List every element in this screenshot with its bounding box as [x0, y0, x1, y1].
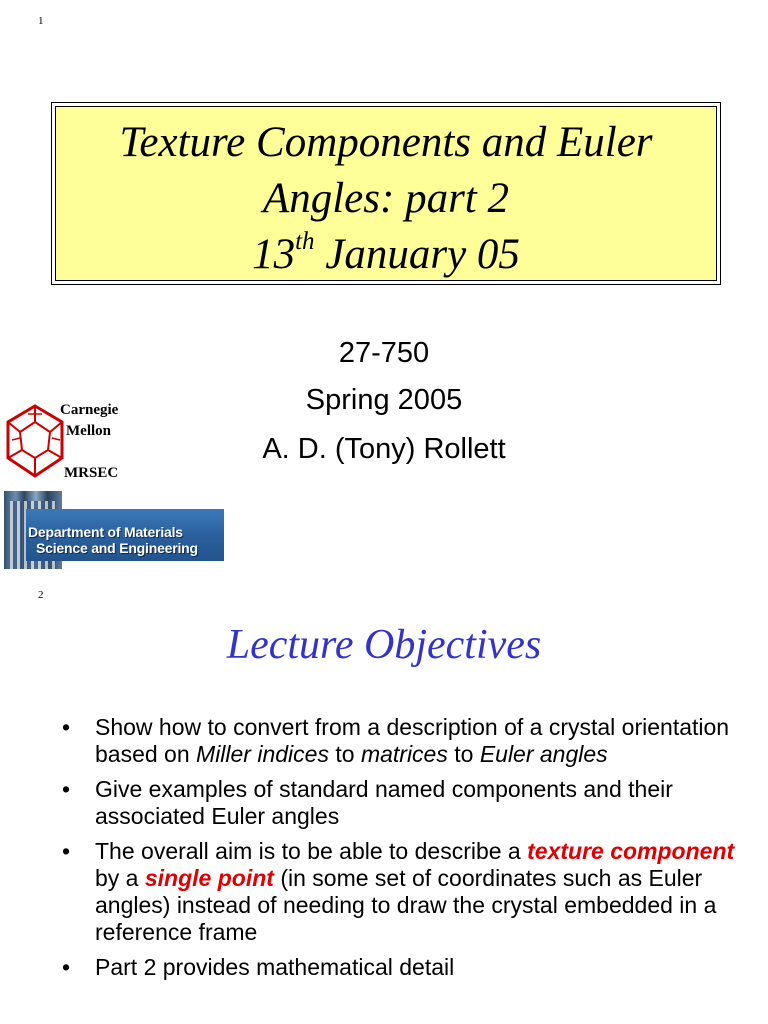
- objective-1-text-c: to: [447, 741, 480, 767]
- objective-3-emphasis-texture-component: texture component: [527, 838, 735, 864]
- course-term: Spring 2005: [305, 384, 463, 416]
- objectives-list: [62, 714, 742, 989]
- title-line-3: [56, 227, 716, 283]
- objective-1-emphasis-matrices: matrices: [360, 741, 448, 767]
- logo-text-mrsec: MRSEC: [64, 465, 119, 481]
- bullet-icon: •: [62, 776, 71, 802]
- title-line-1: Texture Components and Euler: [119, 119, 653, 166]
- bullet-icon: •: [62, 954, 71, 980]
- objective-item-3: [62, 838, 742, 946]
- bullet-icon: •: [62, 714, 71, 740]
- dept-banner-line-1: Department of Materials: [28, 524, 183, 540]
- objective-item-1: [62, 714, 742, 768]
- objective-1-text-a: Show how to convert from a description of a crystal orientation based on: [95, 714, 730, 767]
- title-month-year: January 05: [314, 231, 520, 278]
- slide-2-title: Lecture Objectives: [226, 622, 542, 668]
- slide-1-title-box: [55, 106, 717, 281]
- cmu-mrsec-logo: [4, 402, 144, 486]
- objective-item-2: [62, 776, 742, 830]
- slide-1-number: 1: [38, 15, 44, 27]
- slide-2-number: 2: [38, 589, 44, 601]
- objective-4-text: Part 2 provides mathematical detail: [95, 954, 455, 980]
- objective-item-4: [62, 954, 742, 981]
- objective-1-emphasis-miller: Miller indices: [196, 741, 329, 767]
- course-instructor: A. D. (Tony) Rollett: [262, 433, 506, 465]
- course-number: 27-750: [338, 337, 430, 369]
- objective-3-emphasis-single-point: single point: [144, 865, 274, 891]
- logo-text-carnegie: Carnegie: [60, 402, 119, 418]
- objective-1-emphasis-euler: Euler angles: [479, 741, 608, 767]
- objective-3-text-a: The overall aim is to be able to describe a: [95, 838, 528, 864]
- title-day: 13: [252, 231, 296, 278]
- dept-banner-line-2: Science and Engineering: [36, 540, 198, 556]
- title-line-2: Angles: part 2: [262, 175, 510, 222]
- bullet-icon: •: [62, 838, 71, 864]
- logo-text-mellon: Mellon: [66, 423, 111, 439]
- objective-3-text-c: (in some set of coordinates such as Euler angles) instead of needing to draw the crystal embedded in a reference frame: [95, 865, 717, 945]
- objective-1-text-b: to: [328, 741, 361, 767]
- objective-3-text-b: by a: [95, 865, 145, 891]
- department-banner: [4, 491, 224, 569]
- objective-2-text: Give examples of standard named components and their associated Euler angles: [95, 776, 673, 829]
- mrsec-hexagon-icon: [4, 402, 66, 482]
- title-ordinal-suffix: th: [295, 227, 315, 255]
